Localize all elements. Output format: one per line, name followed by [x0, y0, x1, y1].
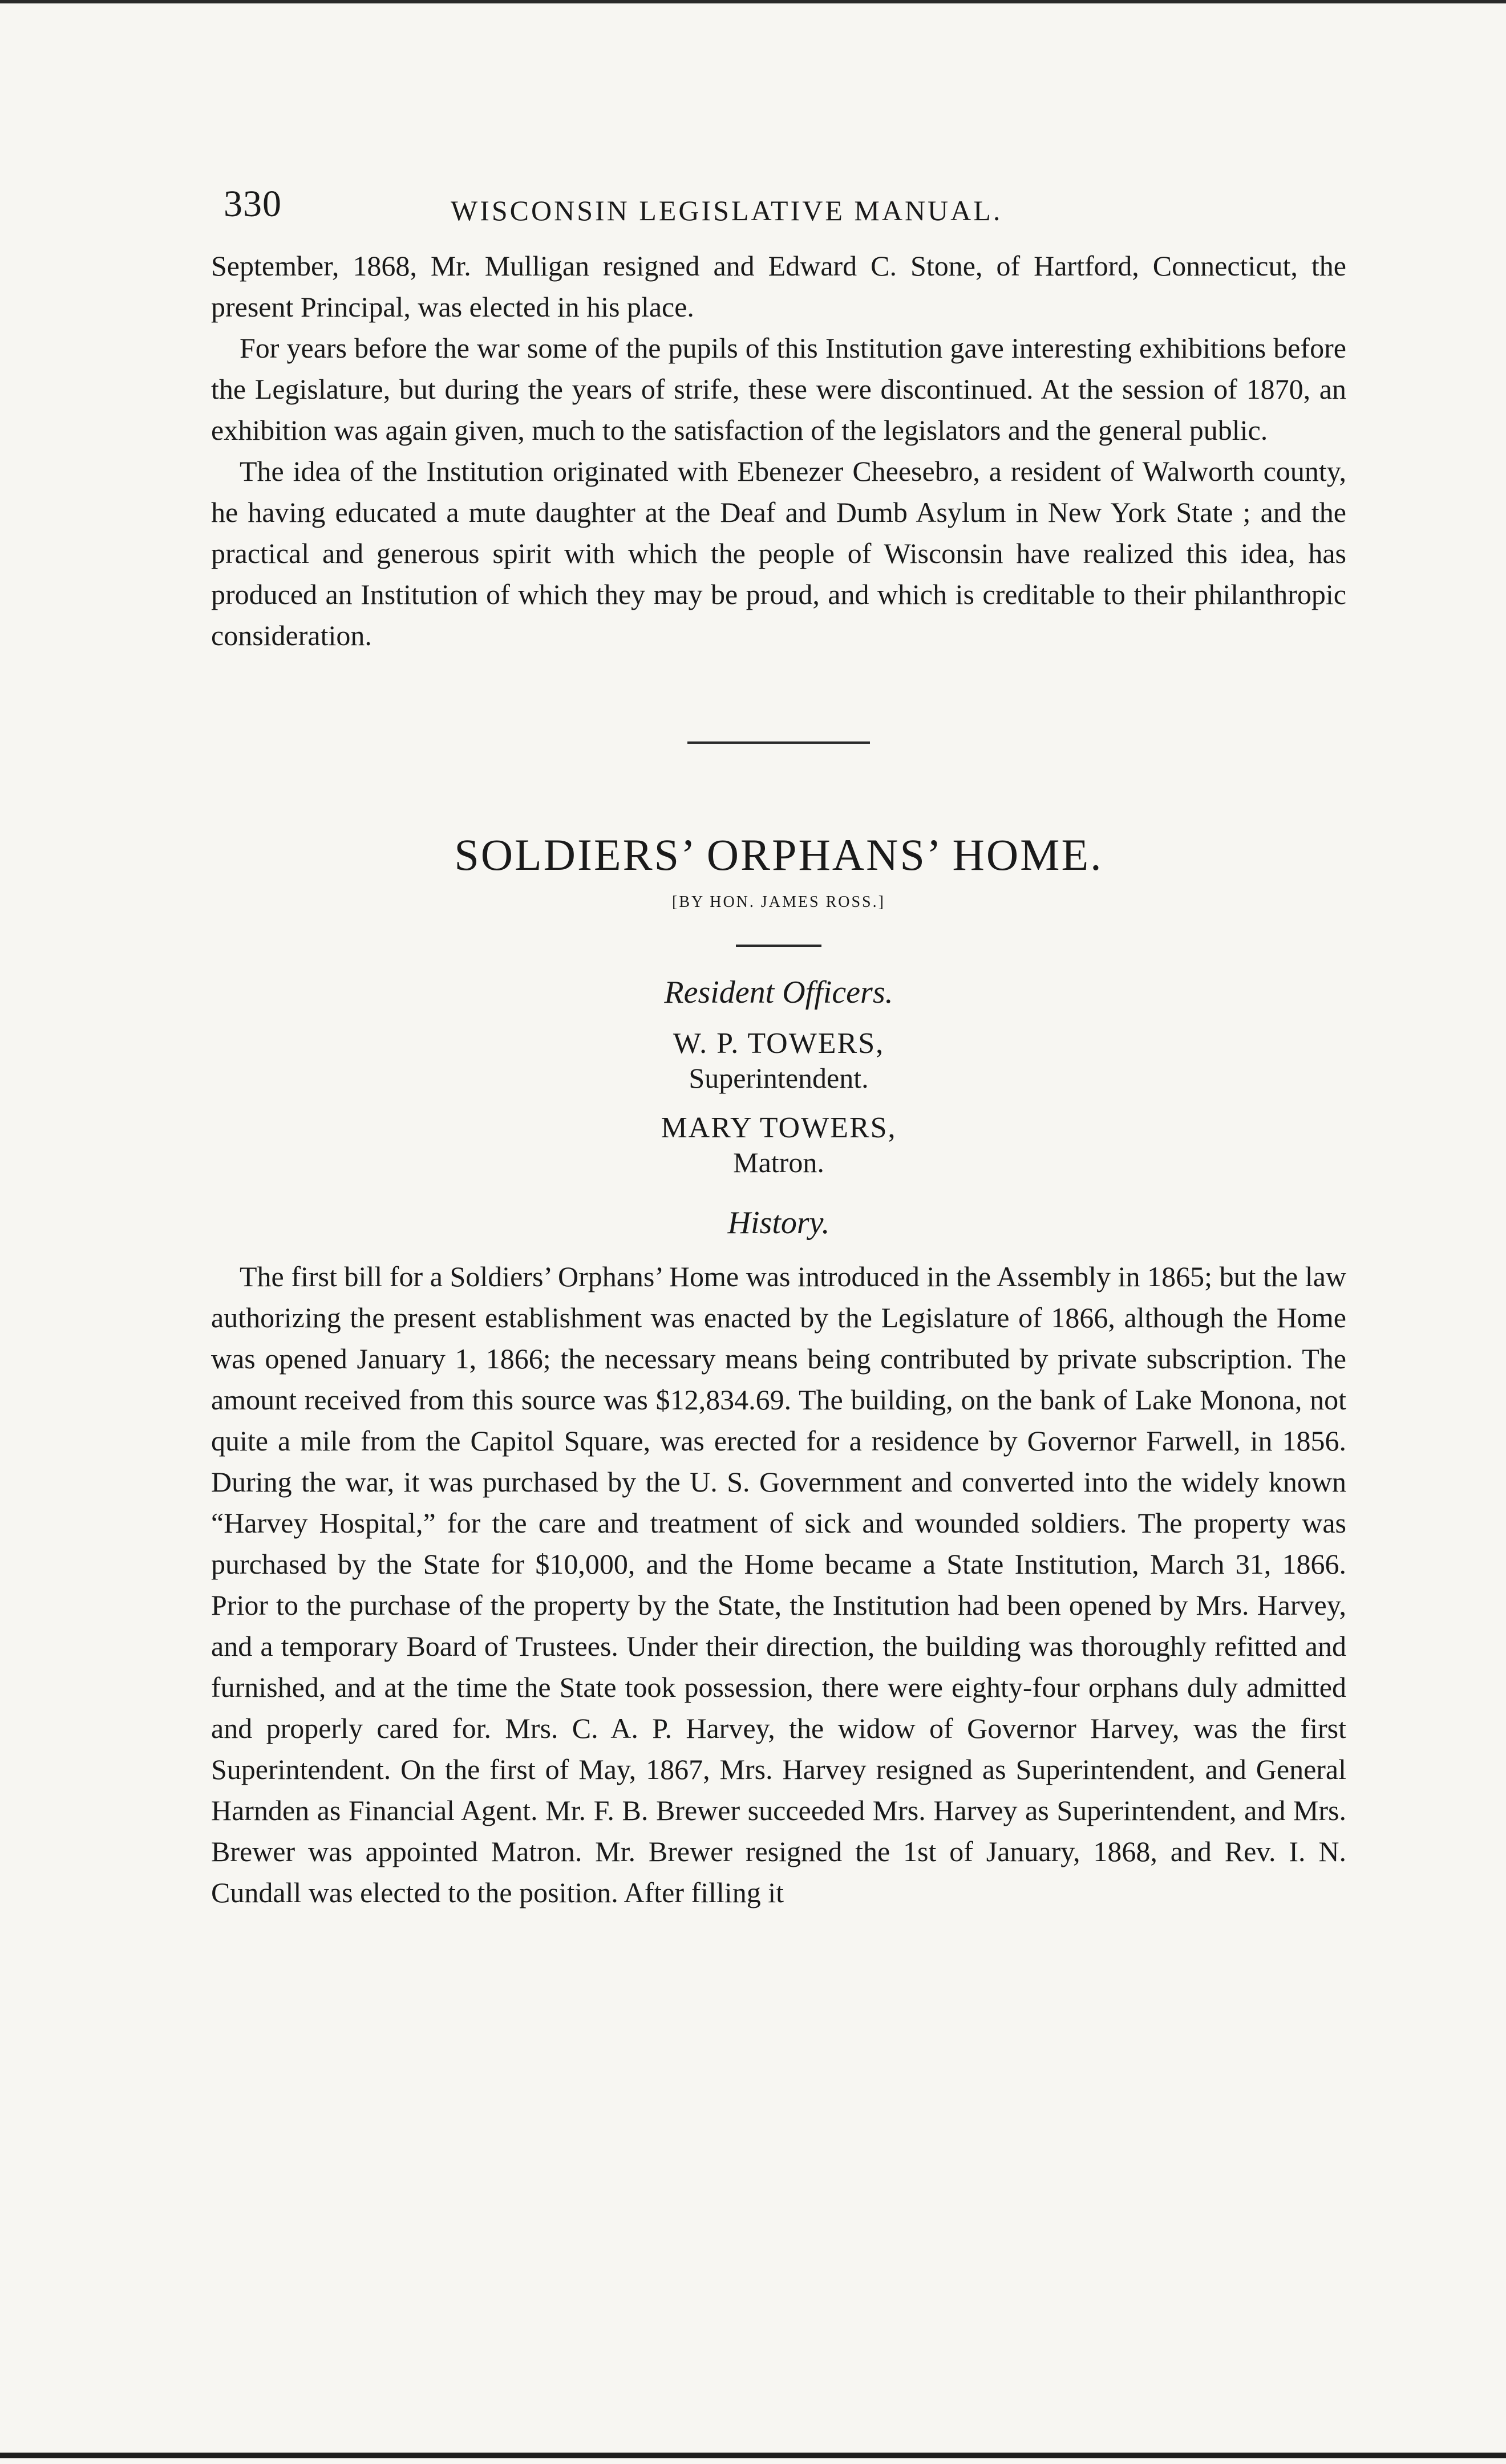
- officer-title: Matron.: [733, 1146, 824, 1178]
- officer-name: W. P. TOWERS,: [673, 1027, 885, 1060]
- intro-paragraph-3: The idea of the Institution originated with Ebenezer Cheesebro, a resident of Walworth county, he having educated a mute daughter at the Deaf and Dumb Asylum in New York State ; and the practical and generous spirit with which the people of Wisconsin have realized this idea, has produced an Institution of which they may be proud, and which is creditable to their philanthropic consideration.: [211, 455, 1346, 651]
- intro-paragraph-2: For years before the war some of the pupils of this Institution gave interesting exhibitions before the Legislature, but during the years of strife, these were discontinued. At the session of 1870, an exhibition was again given, much to the satisfaction of the legislators and the general public.: [211, 332, 1346, 446]
- history-paragraph: The first bill for a Soldiers’ Orphans’ Home was introduced in the Assembly in 1865; but the law authorizing the present establishment was enacted by the Legislature of 1866, although the Home was opened January 1, 1866; the necessary means being contributed by private subscription. The amount received from this source was $12,834.69. The building, on the bank of Lake Monona, not quite a mile from the Capitol Square, was erected for a residence by Governor Farwell, in 1856. During the war, it was purchased by the U. S. Government and converted into the widely known “Harvey Hospital,” for the care and treatment of sick and wounded soldiers. The property was purchased by the State for $10,000, and the Home became a State Institution, March 31, 1866. Prior to the purchase of the property by the State, the Institution had been opened by Mrs. Harvey, and a temporary Board of Trustees. Under their direction, the building was thoroughly refitted and furnished, and at the time the State took possession, there were eighty-four orphans duly admitted and properly cared for. Mrs. C. A. P. Harvey, the widow of Governor Harvey, was the first Superintendent. On the first of May, 1867, Mrs. Harvey resigned as Superintendent, and General Harnden as Financial Agent. Mr. F. B. Brewer succeeded Mrs. Harvey as Superintendent, and Mrs. Brewer was appointed Matron. Mr. Brewer resigned the 1st of January, 1868, and Rev. I. N. Cundall was elected to the position. After filling it: [211, 1261, 1346, 1908]
- history-heading: History.: [727, 1205, 830, 1241]
- section-byline: [BY HON. JAMES ROSS.]: [672, 893, 885, 911]
- officer-entry: [211, 1027, 1346, 1095]
- section-title: SOLDIERS’ ORPHANS’ HOME.: [454, 830, 1103, 880]
- document-page: [211, 183, 1346, 1913]
- top-border-rule: [0, 0, 1506, 3]
- section-divider-rule: [687, 741, 870, 744]
- page-number: 330: [224, 183, 282, 225]
- running-header: [211, 183, 1346, 245]
- officer-title: Superintendent.: [689, 1062, 869, 1094]
- officer-name: MARY TOWERS,: [661, 1112, 897, 1144]
- officer-entry: [211, 1111, 1346, 1180]
- intro-paragraph-1: September, 1868, Mr. Mulligan resigned and Edward C. Stone, of Hartford, Connecticut, the present Principal, was elected in his place.: [211, 250, 1346, 323]
- byline-rule: [736, 945, 821, 947]
- officers-heading: Resident Officers.: [664, 975, 893, 1010]
- running-title: WISCONSIN LEGISLATIVE MANUAL.: [451, 194, 1003, 226]
- bottom-border-rule: [0, 2453, 1506, 2458]
